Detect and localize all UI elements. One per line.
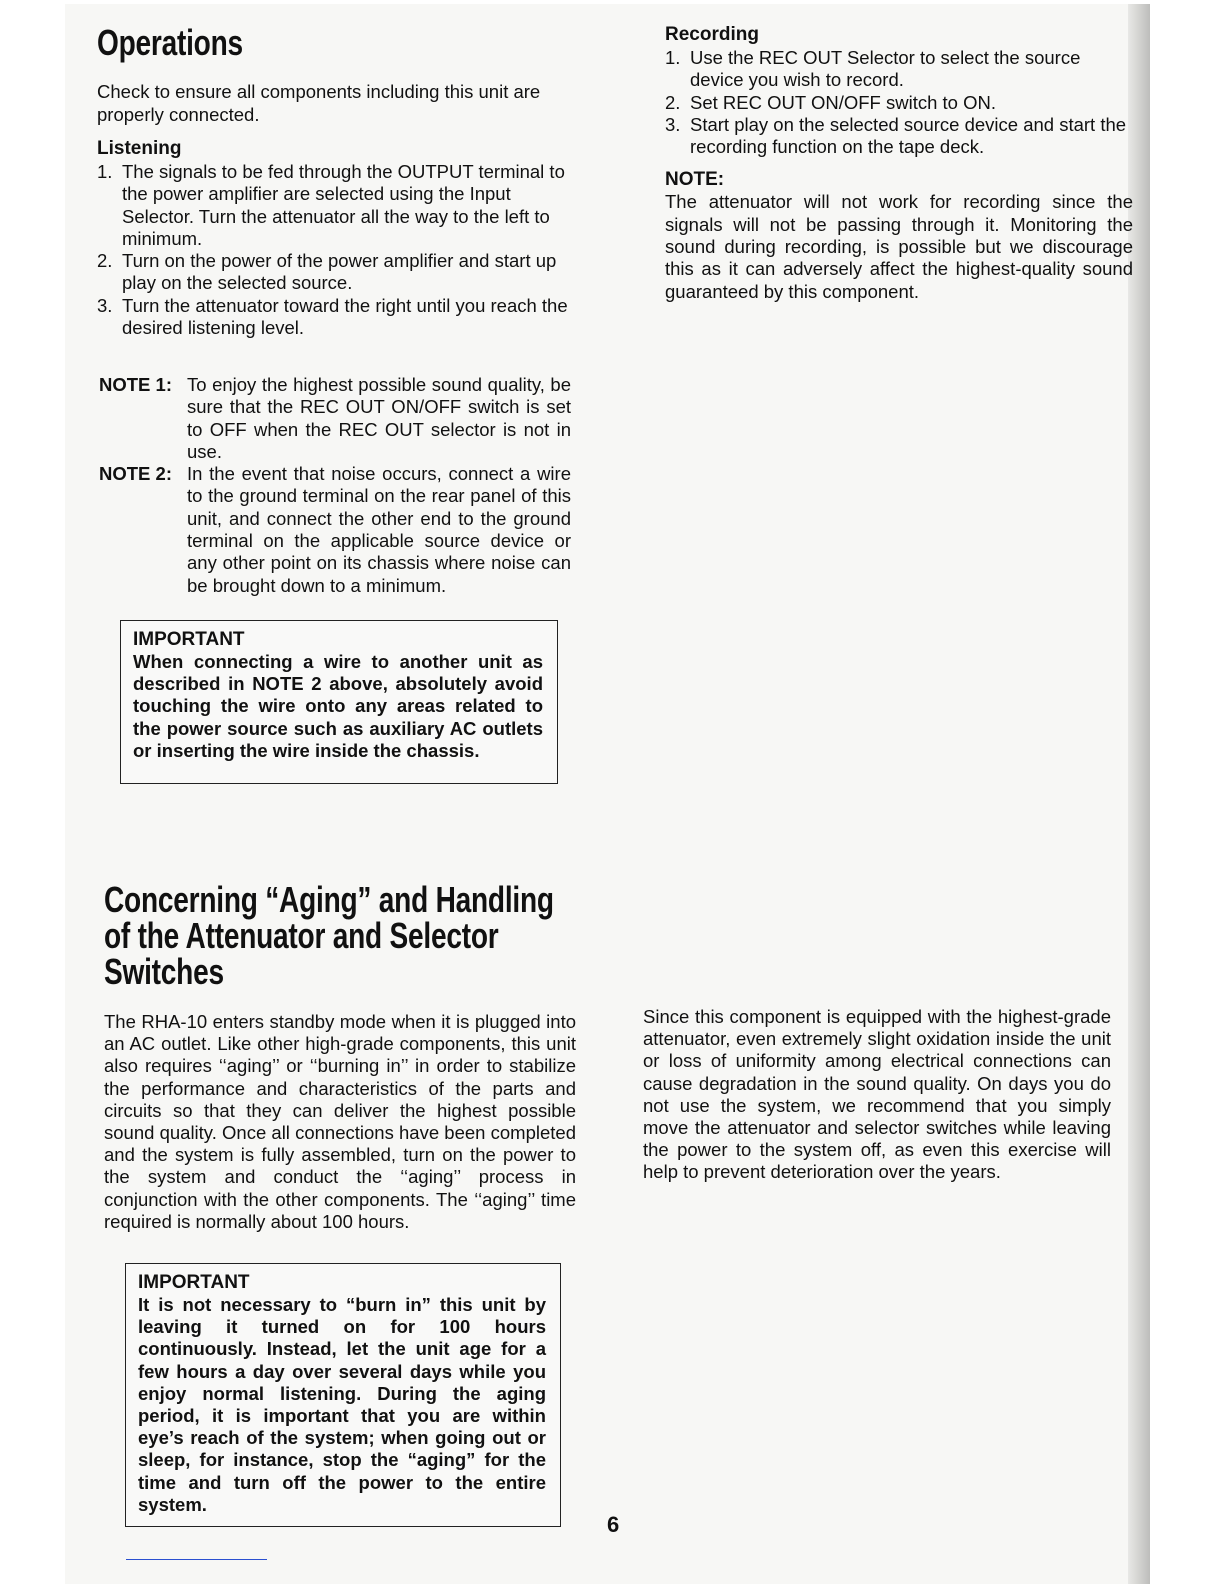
operations-title: Operations: [97, 22, 243, 63]
aging-right-text: Since this component is equipped with the highest-grade attenuator, even extremely slight oxidation inside the unit or loss of uniformity among electrical connections can cause degradation in the sound quality. On days you do not use the system, we recommend that you simply move the attenuator and selector switches while leaving the power to the system off, as even this exercise will help to prevent deterioration over the years.: [643, 1006, 1111, 1183]
operations-intro: Check to ensure all components including this unit are properly connected.: [97, 81, 541, 125]
listening-steps: [97, 161, 569, 339]
aging-left-text: The RHA-10 enters standby mode when it is plugged into an AC outlet. Like other high-grade components, this unit also requires ‘‘aging’’ or ‘‘burning in’’ in order to stabilize the performance and characteristics of the parts and circuits so that they can deliver the highest possible sound quality. Once all connections have been completed and the system is fully assembled, turn on the power to the system and conduct the ‘‘aging’’ process in conjunction with the other components. The ‘‘aging’’ time required is normally about 100 hours.: [104, 1011, 576, 1232]
note-1: [99, 374, 571, 463]
step-text: Start play on the selected source device and start the recording function on the tape deck.: [690, 113, 1127, 158]
step-text: The signals to be fed through the OUTPUT terminal to the power amplifier are selected using the Input Selector. Turn the attenuator all the way to the left to minimum.: [122, 161, 565, 249]
step-number: 2.: [665, 91, 681, 113]
step-number: 3.: [97, 294, 113, 316]
step-text: Use the REC OUT Selector to select the source device you wish to record.: [690, 47, 1081, 91]
recording-note-text: The attenuator will not work for recording since the signals will not be passing through it. Monitoring the sound during recording, is possible but we discourage this as it can adversely affect the highest-quality sound guaranteed by this component.: [665, 191, 1133, 302]
important-title: IMPORTANT: [133, 629, 245, 650]
step-text: Turn on the power of the power amplifier and start up play on the selected source.: [122, 250, 557, 294]
step-number: 2.: [97, 250, 113, 272]
list-item: [97, 295, 569, 340]
recording-section: [665, 24, 1133, 303]
list-item: [665, 47, 1133, 92]
note-text: To enjoy the highest possible sound quality, be sure that the REC OUT ON/OFF switch is set to OFF when the REC OUT selector is not in use.: [187, 374, 571, 462]
page-number: 6: [607, 1512, 620, 1537]
recording-heading: Recording: [665, 24, 759, 45]
step-number: 1.: [665, 47, 681, 68]
step-number: 3.: [665, 113, 681, 135]
aging-title-line-1: Concerning “Aging” and Handling: [104, 879, 554, 920]
notes-block: [99, 374, 571, 597]
operations-section: [97, 24, 569, 339]
important-box-wiring: [120, 620, 558, 784]
aging-title-block: [104, 879, 624, 992]
aging-title-line-2: of the Attenuator and Selector: [104, 915, 499, 956]
important-box-aging: [125, 1263, 561, 1527]
footer-rule: [126, 1559, 267, 1560]
important-title: IMPORTANT: [138, 1272, 250, 1293]
step-text: Set REC OUT ON/OFF switch to ON.: [690, 91, 996, 113]
note-2: [99, 463, 571, 597]
list-item: [97, 250, 569, 295]
important-text: When connecting a wire to another unit as described in NOTE 2 above, absolutely avoid touching the wire onto any areas related to the power source such as auxiliary AC outlets or inserting the wire inside the chassis.: [133, 651, 543, 761]
note-label: NOTE 2:: [99, 463, 172, 485]
list-item: [665, 114, 1133, 159]
step-text: Turn the attenuator toward the right until you reach the desired listening level.: [122, 294, 568, 339]
list-item: [665, 92, 1133, 114]
note-text: In the event that noise occurs, connect a wire to the ground terminal on the rear panel of this unit, and connect the other end to the ground terminal on the applicable source device or any other point on its chassis where noise can be brought down to a minimum.: [187, 463, 571, 596]
recording-steps: [665, 47, 1133, 158]
important-text: It is not necessary to “burn in” this unit by leaving it turned on for 100 hours continuously. Instead, let the unit age for a few hours a day over several days while you enjoy normal listening. During the aging period, it is important that you are within eye’s reach of the system; when going out or sleep, for instance, stop the “aging” for the time and turn off the power to the entire system.: [138, 1294, 546, 1515]
step-number: 1.: [97, 161, 113, 182]
listening-heading: Listening: [97, 138, 182, 159]
recording-note-label: NOTE:: [665, 169, 725, 191]
aging-title-line-3: Switches: [104, 951, 224, 992]
note-label: NOTE 1:: [99, 374, 172, 395]
list-item: [97, 161, 569, 250]
